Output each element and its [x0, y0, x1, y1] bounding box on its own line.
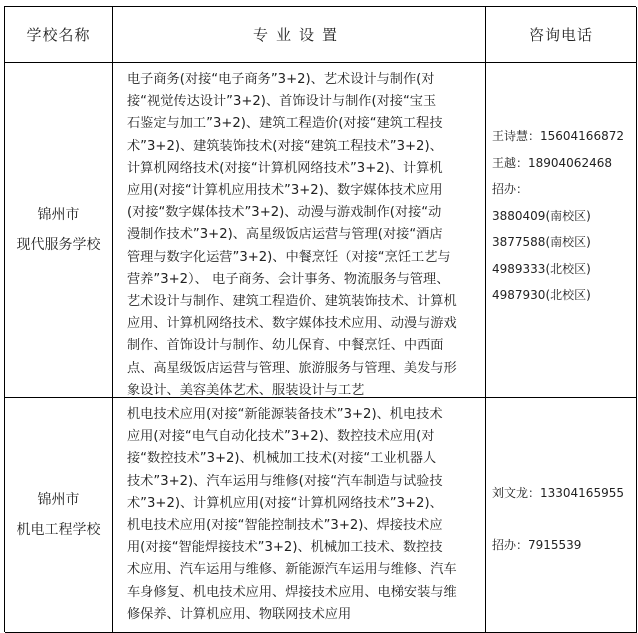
school-city: 锦州市 [37, 207, 80, 223]
header-school-name: 学校名称 [5, 7, 113, 63]
header-major-settings: 专业设置 [113, 7, 486, 63]
contact-cell: 王诗慧：15604166872 王越：18904062468 招办： 3880409(南校区) 3877588(南校区) 4989333(北校区) 4987930(北校区) [486, 63, 637, 398]
school-name: 机电工程学校 [16, 522, 101, 538]
major-list-cell: 电子商务(对接“电子商务”3+2)、艺术设计与制作(对 接“视觉传达设计”3+2)、首饰设计与制作(对接“宝玉 石鉴定与加工”3+2)、建筑工程造价(对接“建筑工程技 术”3+2)、建筑装饰技术(对接“建筑工程技术”3+2)、 计算机网络技术(对接“计算机网络技术”3+2)、计算机 应用(对接“计算机应用技术”3+2)、数字媒体技术应用 (对接“数字媒体技术”3+2)、动漫与游戏制作(对接“动 漫制作技术”3+2)、高星级饭店运营与管理(对接“酒店 管理与数字化运营”3+2)、中餐烹饪（对接“烹饪工艺与 营养”3+2）、 电子商务、会计事务、物流服务与管理、 艺术设计与制作、建筑工程造价、建筑装饰技术、计算机 应用、计算机网络技术、数字媒体技术应用、动漫与游戏 制作、首饰设计与制作、幼儿保育、中餐烹饪、中西面 点、高星级饭店运营与管理、旅游服务与管理、美发与形 象设计、美容美体艺术、服装设计与工艺 [113, 63, 486, 398]
admissions-table [4, 6, 636, 632]
school-cell [5, 63, 113, 398]
major-list-cell: 机电技术应用(对接“新能源装备技术”3+2)、机电技术 应用(对接“电气自动化技术”3+2)、数控技术应用(对 接“数控技术”3+2)、机械加工技术(对接“工业机器人 技术”3+2)、汽车运用与维修(对接“汽车制造与试验技 术”3+2)、计算机应用(对接“计算机网络技术”3+2)、 机电技术应用(对接“智能控制技术”3+2)、焊接技术应 用(对接“智能焊接技术”3+2)、机械加工技术、数控技 术应用、汽车运用与维修、新能源汽车运用与维修、汽车 车身修复、机电技术应用、焊接技术应用、电梯安装与维 修保养、计算机应用、物联网技术应用 [113, 398, 486, 633]
contact-cell: 刘文龙：13304165955 招办：7915539 [486, 398, 637, 633]
header-contact-phone: 咨询电话 [486, 7, 637, 63]
school-name: 现代服务学校 [16, 237, 101, 253]
school-cell [5, 398, 113, 633]
school-city: 锦州市 [37, 492, 80, 508]
